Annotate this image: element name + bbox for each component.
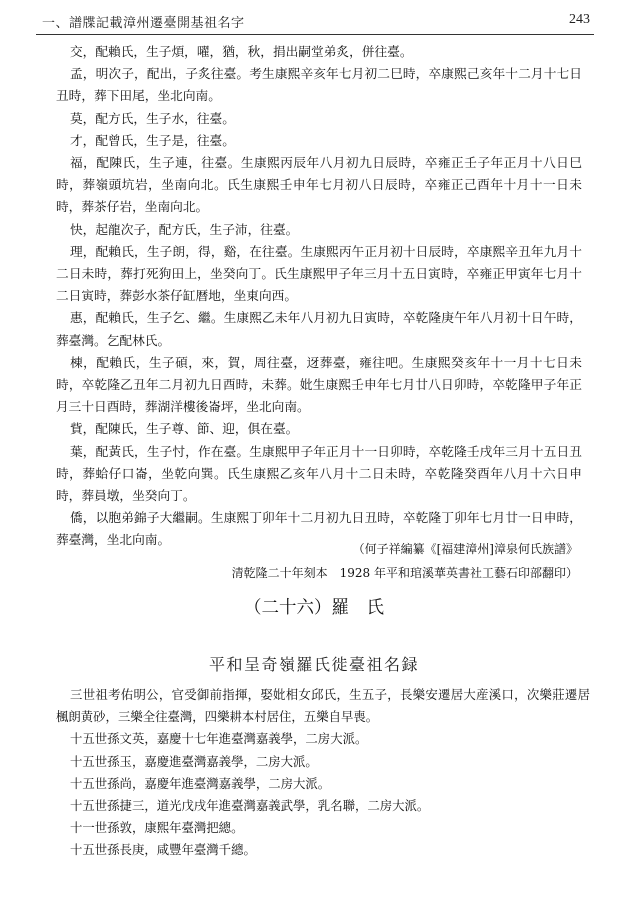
- entry-paragraph: 十五世孫玉，嘉慶進臺灣嘉義學，二房大派。: [70, 753, 318, 769]
- page-number: 243: [569, 12, 590, 27]
- entry-paragraph: 快，起龍次子，配方氏，生子沛，往臺。: [70, 221, 299, 237]
- luo-clan-entries: [56, 684, 590, 862]
- entry-paragraph: 僑，以胞弟錦子大繼嗣。生康熙丁卯年十二月初九日丑時，卒乾隆丁卯年七月廿一日申時，葬臺灣，坐北向南。: [56, 510, 582, 548]
- entry-paragraph: 貲，配陳氏，生子尊、節、迎，俱在臺。: [70, 421, 299, 437]
- header-rule: [36, 34, 594, 35]
- entry-paragraph: 十五世孫捷三，道光戊戌年進臺灣嘉義武學，乳名聯，二房大派。: [70, 798, 430, 814]
- source-citation-line-2: 清乾隆二十年刻本 1928 年平和琯溪華英書社工藝石印部翻印）: [231, 566, 578, 580]
- genealogy-entries: [56, 41, 582, 552]
- entry-paragraph: 才，配曾氏，生子是，往臺。: [70, 132, 235, 148]
- entry-paragraph: 十五世孫長庚，咸豐年臺灣千總。: [70, 842, 256, 858]
- entry-paragraph: 惠，配賴氏，生子乞、繼。生康熙乙未年八月初九日寅時，卒乾隆庚午年八月初十日午時，葬臺灣。乞配林氏。: [56, 310, 582, 348]
- entry-paragraph: 交，配賴氏，生子煩，嚁，猶，秋，捐出嗣堂弟炙，併往臺。: [70, 44, 413, 59]
- entry-paragraph: 福，配陳氏，生子連，往臺。生康熙丙辰年八月初九日辰時，卒雍正壬子年正月十八日巳時，葬嶺頭坑岩，坐南向北。氏生康熙壬申年七月初八日辰時，卒雍正己酉年十月十一日未時，葬茶仔岩，坐南向北。: [56, 155, 582, 215]
- entry-paragraph: 孟，明次子，配出，子炙往臺。考生康熙辛亥年七月初二巳時，卒康熙己亥年十二月十七日丑時，葬下田尾，坐北向南。: [56, 66, 582, 104]
- entry-paragraph: 三世祖考佑明公，官受御前指揮，娶妣相女邱氏，生五子，長樂安遷居大産溪口，次樂莊遷居楓朗黄砂，三樂全往臺灣，四樂耕本村居住，五樂自早喪。: [56, 687, 590, 725]
- subsection-title: 平和呈奇嶺羅氏徙臺祖名録: [208, 655, 419, 674]
- running-header-title: 一、譜牒記載漳州遷臺開基祖名字: [42, 16, 245, 31]
- entry-paragraph: 莫，配方氏，生子水，往臺。: [70, 110, 235, 126]
- entry-paragraph: 十五世孫文英，嘉慶十七年進臺灣嘉義學，二房大派。: [70, 731, 368, 747]
- entry-paragraph: 十五世孫尚，嘉慶年進臺灣嘉義學，二房大派。: [70, 775, 331, 791]
- entry-paragraph: 葉，配黃氏，生子忖，作在臺。生康熙甲子年正月十一日卯時，卒乾隆壬戌年三月十五日丑時，葬蛤仔口崙，坐乾向巽。氏生康熙乙亥年八月十二日未時，卒乾隆癸酉年八月十六日申時，葬員墩，坐癸向丁。: [56, 443, 582, 504]
- entry-paragraph: 十一世孫敦，康熙年臺灣把總。: [70, 820, 244, 836]
- source-citation-line-1: （何子祥編纂《[福建漳州]漳泉何氏族譜》: [352, 542, 578, 556]
- entry-paragraph: 棟，配賴氏，生子碩，來，賀，周往臺，迓葬臺，雍往吧。生康熙癸亥年十一月十七日未時，卒乾隆乙丑年二月初九日酉時，未葬。妣生康熙壬申年七月廿八日卯時，卒乾隆甲子年正月三十日酉時，葬湖洋樓後崙坪，坐北向南。: [56, 354, 582, 415]
- section-title: （二十六）羅 氏: [244, 598, 384, 618]
- running-header: [42, 12, 590, 31]
- entry-paragraph: 理，配賴氏，生子朗，得，谿，在往臺。生康熙丙午正月初十日辰時，卒康熙辛丑年九月十二日未時，葬打死狗田上，坐癸向丁。氏生康熙甲子年三月十五日寅時，卒雍正甲寅年七月十二日寅時，葬彭水茶仔缸暦地，坐東向西。: [56, 243, 582, 304]
